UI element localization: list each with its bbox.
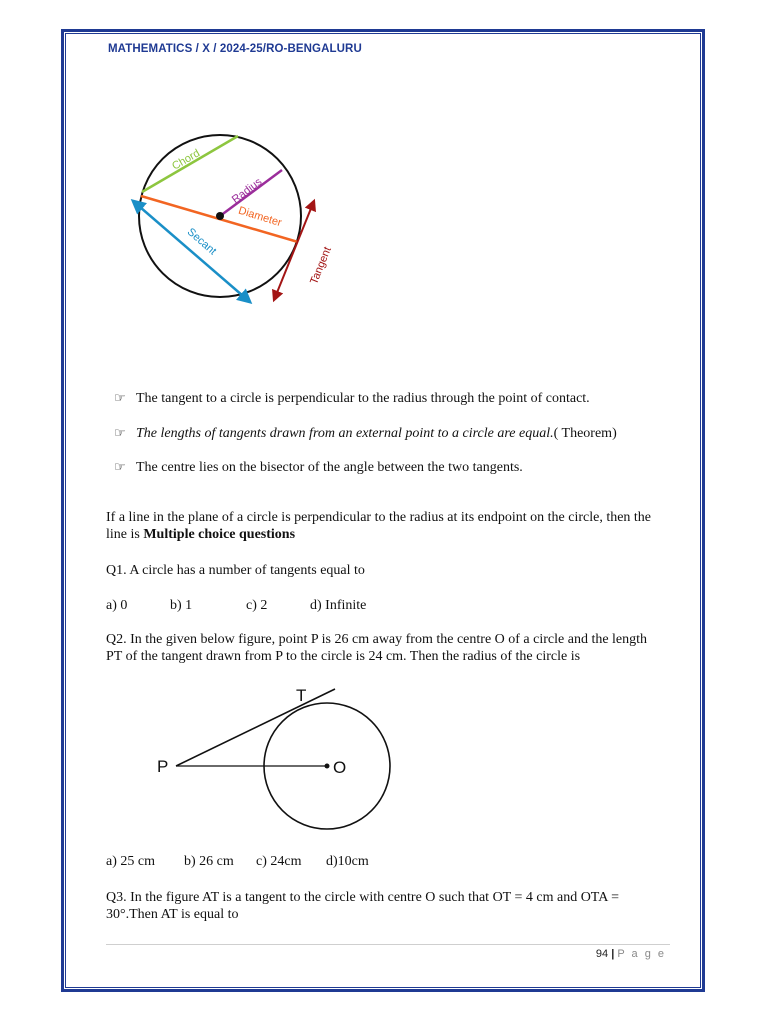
section-heading: Multiple choice questions (143, 527, 296, 542)
tangent-figure (150, 683, 400, 838)
q1-option-d: d) Infinite (310, 598, 367, 613)
label-p: P (157, 757, 169, 776)
secant-label: Secant (184, 225, 219, 258)
label-t: T (296, 686, 307, 705)
bullet-text: ( Theorem) (553, 426, 617, 441)
pointing-hand-icon: ☞ (114, 426, 126, 441)
page-footer (596, 948, 666, 960)
bullet-item (112, 390, 692, 407)
circle-terms-figure (120, 120, 340, 320)
bullet-text: The centre lies on the bisector of the angle between the two tangents. (136, 460, 523, 475)
q1-option-a: a) 0 (106, 598, 128, 613)
bullet-italic-text: The lengths of tangents drawn from an external point to a circle are equal. (136, 426, 554, 441)
q1-question: Q1. A circle has a number of tangents equal to (106, 563, 365, 578)
footer-divider (106, 944, 670, 945)
q2-question: Q2. In the given below figure, point P is 26 cm away from the centre O of a circle and the length PT of the tangent drawn from P to the circle is 24 cm. Then the radius of the circle is (106, 632, 648, 664)
page-header: MATHEMATICS / X / 2024-25/RO-BENGALURU (108, 43, 362, 55)
q2-option-d: d)10cm (326, 854, 369, 869)
q2-option-c: c) 24cm (256, 854, 302, 869)
footer-separator: | (611, 948, 615, 960)
centre-dot (216, 212, 224, 220)
tangent-label: Tangent (308, 245, 334, 287)
pointing-hand-icon: ☞ (114, 460, 126, 475)
diameter-label: Diameter (236, 204, 284, 230)
definition-paragraph (106, 509, 662, 543)
bullet-text: The tangent to a circle is perpendicular to the radius through the point of contact. (136, 391, 590, 406)
q3-question: Q3. In the figure AT is a tangent to the circle with centre O such that OT = 4 cm and OTA = 30°.Then AT is equal to (106, 890, 619, 922)
q2-option-a: a) 25 cm (106, 854, 155, 869)
q1-option-b: b) 1 (170, 598, 193, 613)
tangent-pt-line (176, 689, 335, 766)
chord-label: Chord (170, 147, 203, 173)
radius-label: Radius (229, 175, 265, 207)
key-points-list (112, 390, 692, 476)
label-o: O (333, 758, 347, 777)
bullet-item (112, 425, 692, 442)
page-number: 94 (595, 948, 609, 960)
q1-option-c: c) 2 (246, 598, 268, 613)
point-o-dot (325, 764, 330, 769)
secant-line (133, 201, 250, 302)
page-word: P a g e (617, 948, 666, 960)
pointing-hand-icon: ☞ (114, 391, 126, 406)
bullet-item (112, 459, 692, 476)
definition-text: If a line in the plane of a circle is perpendicular to the radius at its endpoint on the circle, then the line is (106, 510, 652, 542)
q2-option-b: b) 26 cm (184, 854, 234, 869)
